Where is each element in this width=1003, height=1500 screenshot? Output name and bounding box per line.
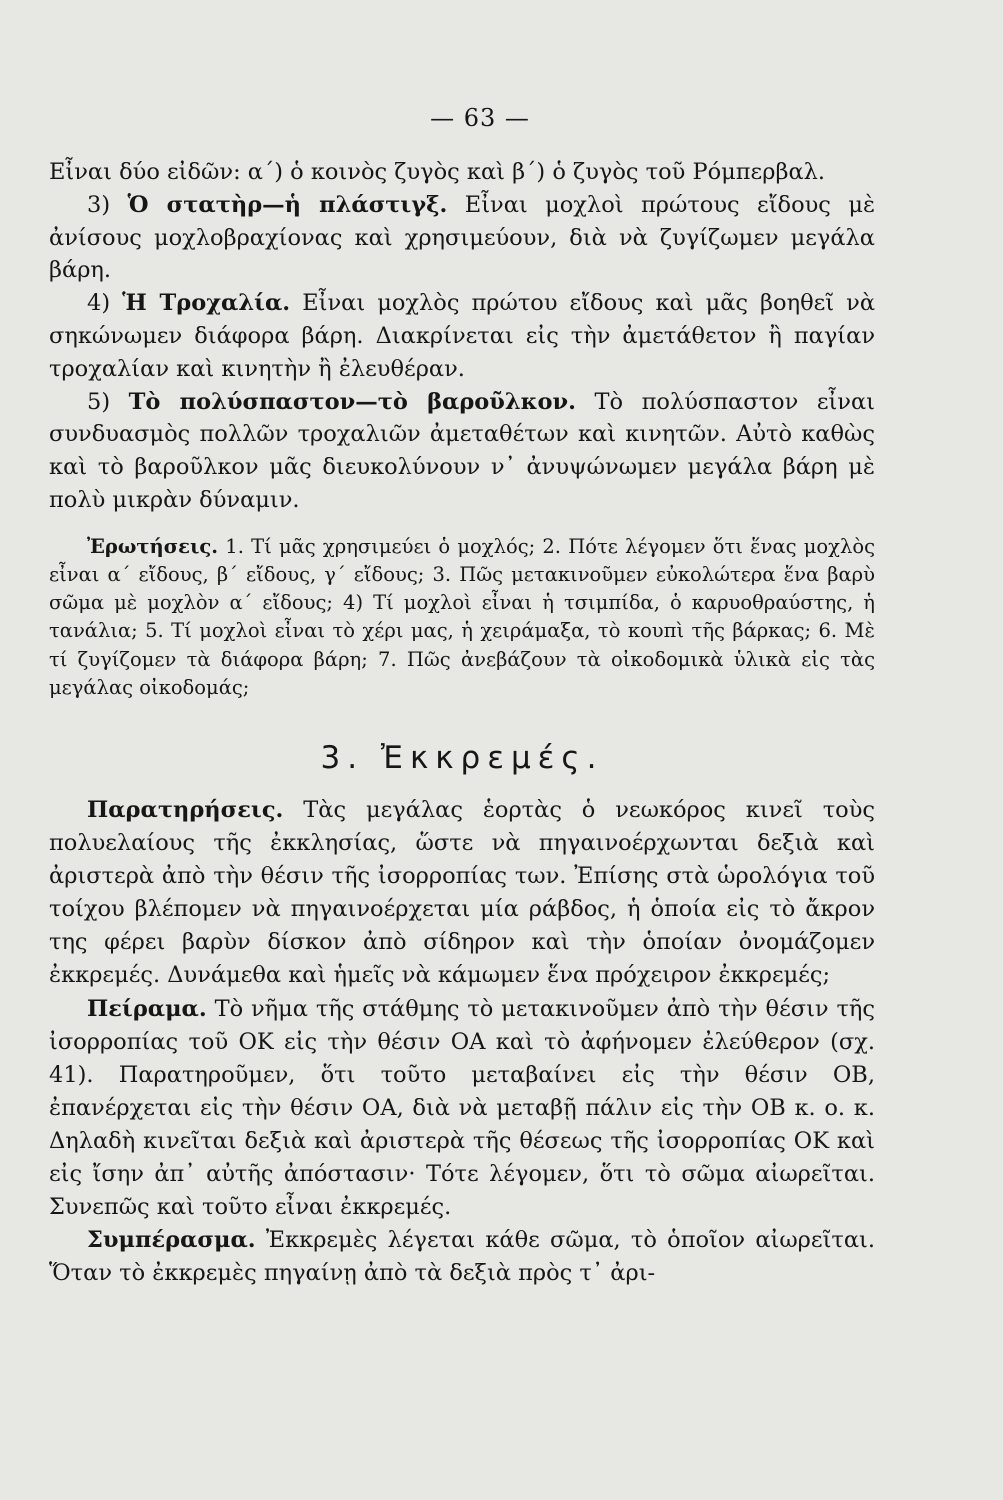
- page-body: [49, 156, 875, 1290]
- steelyard-heading: Ὁ στατὴρ—ἡ πλάστιγξ.: [127, 191, 448, 218]
- questions-label: Ἐρωτήσεις.: [87, 534, 219, 558]
- item-number: 3): [87, 191, 111, 218]
- questions-paragraph: [49, 533, 875, 702]
- experiment-label: Πείραμα.: [87, 995, 207, 1022]
- section-title: 3. Ἐκκρεμές.: [320, 739, 604, 776]
- paragraph-tackle: [49, 386, 875, 517]
- tackle-text: Τὸ πολύσπαστον εἶναι συνδυασμὸς πολλῶν τροχαλιῶν ἀμεταθέτων καὶ κινητῶν. Αὐτὸ καθὼς καὶ τὸ βαροῦλκον μᾶς διευκολύνουν ν᾿ ἀνυψώνωμεν μεγάλα βάρη μὲ πολὺ μικρὰν δύναμιν.: [49, 388, 875, 513]
- paragraph-experiment: [49, 993, 875, 1225]
- paragraph-observations: [49, 794, 875, 993]
- balance-types-text: Εἶναι δύο εἰδῶν: α΄) ὁ κοινὸς ζυγὸς καὶ β΄) ὁ ζυγὸς τοῦ Ρόμπερβαλ.: [49, 159, 826, 185]
- steelyard-text: Εἶναι μοχλοὶ πρώτους εἴδους μὲ ἀνίσους μοχλοβραχίονας καὶ χρησιμεύουν, διὰ νὰ ζυγίζωμεν μεγάλα βάρη.: [49, 191, 876, 284]
- paragraph-pulley: [49, 287, 875, 385]
- observations-label: Παρατηρήσεις.: [87, 796, 284, 823]
- questions-text: 1. Τί μᾶς χρησιμεύει ὁ μοχλός; 2. Πότε λέγομεν ὅτι ἕνας μοχλὸς εἶναι α΄ εἴδους, β΄ εἴδους, γ΄ εἴδους; 3. Πῶς μετακινοῦμεν εὐκολώτερα ἕνα βαρὺ σῶμα μὲ μοχλὸν α΄ εἴδους; 4) Τί μοχλοὶ εἶναι ἡ τσιμπίδα, ὁ καρυοθραύστης, ἡ τανάλια; 5. Τί μοχλοὶ εἶναι τὸ χέρι μας, ἡ χειράμαξα, τὸ κουπὶ τῆς βάρκας; 6. Μὲ τί ζυγίζομεν τὰ διάφορα βάρη; 7. Πῶς ἀνεβάζουν τὰ οἰκοδομικὰ ὑλικὰ εἰς τὰς μεγάλας οἰκοδομάς;: [49, 534, 875, 699]
- paragraph-conclusion: [49, 1224, 875, 1290]
- pulley-text: Εἶναι μοχλὸς πρώτου εἴδους καὶ μᾶς βοηθεῖ νὰ σηκώνωμεν διάφορα βάρη. Διακρίνεται εἰς τὴν ἀμετάθετον ἢ παγίαν τροχαλίαν καὶ κινητὴν ἢ ἐλευθέραν.: [49, 290, 876, 382]
- page-number: — 63 —: [430, 104, 530, 132]
- questions-block: [49, 533, 875, 702]
- observations-text: Τὰς μεγάλας ἑορτὰς ὁ νεωκόρος κινεῖ τοὺς πολυελαίους τῆς ἐκκλησίας, ὥστε νὰ πηγαινοέρχωνται δεξιὰ καὶ ἀριστερὰ ἀπὸ τὴν θέσιν τῆς ἰσορροπίας των. Ἐπίσης στὰ ὡρολόγια τοῦ τοίχου βλέπομεν νὰ πηγαινοέρχεται μία ράβδος, ἡ ὁποία εἰς τὸ ἄκρον της φέρει βαρὺν δίσκον ἀπὸ σίδηρον καὶ τὴν ὁποίαν ὀνομάζομεν ἐκκρεμές. Δυνάμεθα καὶ ἡμεῖς νὰ κάμωμεν ἕνα πρόχειρον ἐκκρεμές;: [49, 796, 876, 989]
- experiment-text: Τὸ νῆμα τῆς στάθμης τὸ μετακινοῦμεν ἀπὸ τὴν θέσιν τῆς ἰσορροπίας τοῦ ΟΚ εἰς τὴν θέσιν ΟΑ καὶ τὸ ἀφήνομεν ἐλεύθερον (σχ. 41). Παρατηροῦμεν, ὅτι τοῦτο μεταβαίνει εἰς τὴν θέσιν ΟΒ, ἐπανέρχεται εἰς τὴν θέσιν ΟΑ, διὰ νὰ μεταβῇ πάλιν εἰς τὴν ΟΒ κ. ο. κ. Δηλαδὴ κινεῖται δεξιὰ καὶ ἀριστερὰ τῆς θέσεως τῆς ἰσορροπίας ΟΚ καὶ εἰς ἴσην ἀπ᾿ αὐτῆς ἀπόστασιν· Τότε λέγομεν, ὅτι τὸ σῶμα αἰωρεῖται. Συνεπῶς καὶ τοῦτο εἶναι ἐκκρεμές.: [49, 995, 875, 1221]
- item-number: 5): [87, 388, 111, 415]
- conclusion-label: Συμπέρασμα.: [87, 1227, 256, 1254]
- tackle-heading: Τὸ πολύσπαστον—τὸ βαροῦλκον.: [128, 388, 576, 415]
- conclusion-text: Ἐκκρεμὲς λέγεται κάθε σῶμα, τὸ ὁποῖον αἰωρεῖται. Ὅταν τὸ ἐκκρεμὲς πηγαίνῃ ἀπὸ τὰ δεξιὰ πρὸς τ᾿ ἀρι-: [49, 1227, 876, 1287]
- item-number: 4): [87, 290, 111, 317]
- paragraph-balance-types: [49, 156, 875, 189]
- pulley-heading: Ἡ Τροχαλία.: [122, 290, 291, 317]
- paragraph-steelyard: [49, 189, 875, 287]
